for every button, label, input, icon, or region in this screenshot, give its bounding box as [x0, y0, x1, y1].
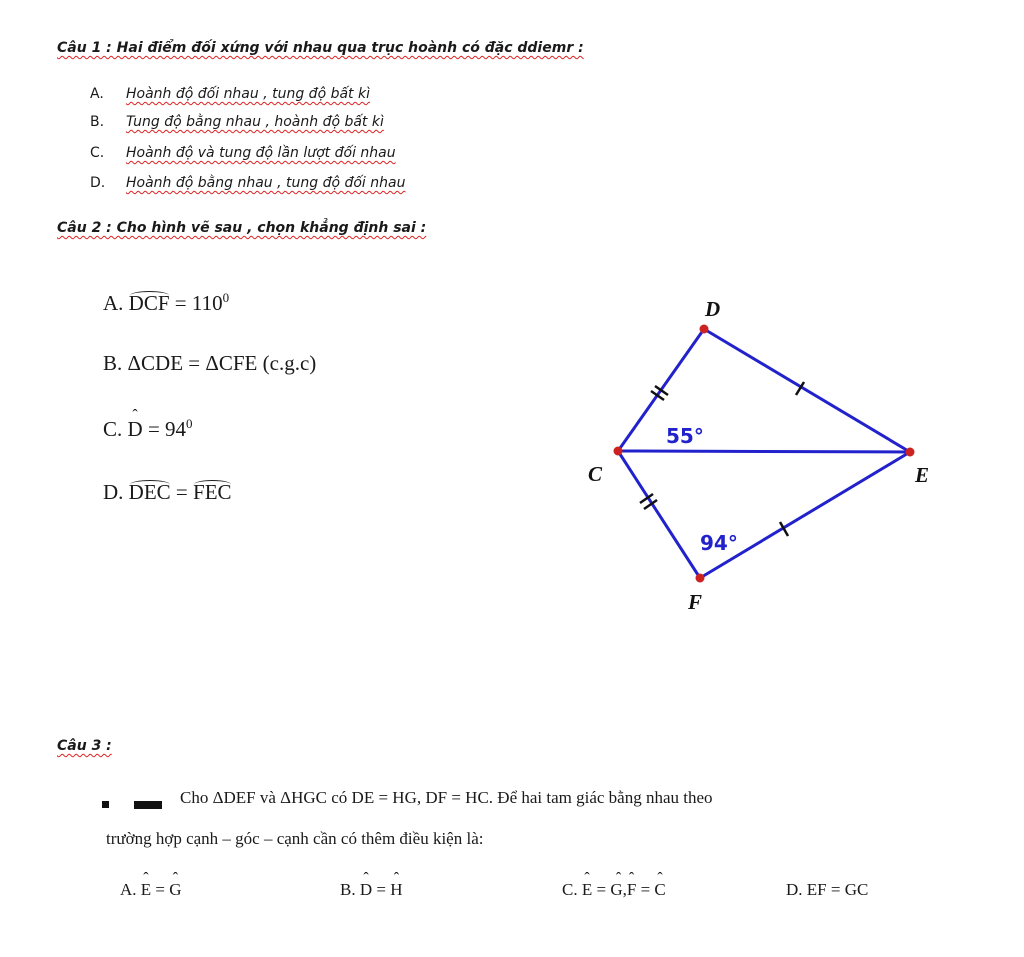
q3-option-b-label: B.: [340, 880, 356, 899]
angle-label-94: 94°: [700, 531, 738, 555]
q3-option-a-left: ˆ E: [141, 880, 151, 900]
q2-option-b-text: ΔCDE = ΔCFE (c.g.c): [127, 351, 317, 375]
q2-option-a-degree: 0: [222, 290, 230, 305]
q3-option-d-text: EF = GC: [806, 880, 869, 899]
q3-option-a-equals: =: [151, 880, 170, 899]
q2-option-a-letter: A.: [103, 291, 124, 315]
q2-option-c-letter: C.: [103, 417, 123, 441]
redacted-mark-large: [134, 801, 162, 809]
segment-fe: [700, 452, 910, 578]
label-f: F: [688, 590, 703, 614]
q3-line-2: trường hợp cạnh – góc – cạnh cần có thêm điều kiện là:: [106, 829, 484, 848]
label-c: C: [588, 462, 603, 486]
q3-option-b-left: ˆ D: [360, 880, 372, 900]
q3-option-b-right: ˆ H: [390, 880, 402, 900]
q2-option-d-equals: =: [170, 480, 194, 504]
q3-option-a-label: A.: [120, 880, 137, 899]
q2-option-c-angle: ˆ D: [128, 417, 143, 442]
q1-option-a-text: Hoành độ đối nhau , tung độ bất kì: [126, 86, 370, 102]
q3-option-b: [340, 880, 403, 900]
q3-option-d: [786, 880, 868, 900]
q3-option-c-left: ˆ E: [582, 880, 592, 900]
q1-option-c-text: Hoành độ và tung độ lần lượt đối nhau: [126, 145, 396, 161]
q3-option-b-equals: =: [372, 880, 391, 899]
q1-option-d-text: Hoành độ bằng nhau , tung độ đối nhau: [126, 175, 406, 191]
q3-option-c: [562, 880, 666, 900]
q3-option-c-mid: ˆ G,: [610, 880, 627, 900]
q3-option-c-right: ˆ C: [654, 880, 665, 900]
q2-option-a-value: = 110: [169, 291, 223, 315]
q3-option-a: [120, 880, 182, 900]
q3-option-a-right: ˆ G: [169, 880, 181, 900]
point-d: [700, 325, 709, 334]
label-d: D: [705, 297, 721, 321]
q3-option-c-label: C.: [562, 880, 578, 899]
q2-option-d-angle-left: DEC: [128, 480, 171, 504]
q3-option-c-equals-1: =: [592, 880, 611, 899]
segment-de: [704, 329, 910, 452]
q3-title: Câu 3 :: [57, 738, 112, 754]
q1-option-d-letter: D.: [90, 175, 106, 191]
q3-option-d-label: D.: [786, 880, 803, 899]
q2-option-d-letter: D.: [103, 480, 124, 504]
point-c: [614, 447, 623, 456]
q3-option-c-mid2: ˆ F: [627, 880, 636, 900]
q3-line-1: Cho ΔDEF và ΔHGC có DE = HG, DF = HC. Để hai tam giác bằng nhau theo: [180, 788, 713, 807]
q2-option-b-letter: B.: [103, 351, 123, 375]
q1-option-a-letter: A.: [90, 86, 104, 102]
angle-label-55: 55°: [666, 424, 704, 448]
label-e: E: [915, 463, 930, 487]
q2-title: Câu 2 : Cho hình vẽ sau , chọn khẳng định sai :: [57, 220, 427, 236]
q1-title: Câu 1 : Hai điểm đối xứng với nhau qua trục hoành có đặc ddiemr :: [57, 40, 584, 56]
q2-option-d-angle-right: FEC: [193, 480, 232, 504]
segment-cf: [618, 451, 700, 578]
q3-option-c-equals-2: =: [636, 880, 655, 899]
point-e: [906, 448, 915, 457]
q2-option-a-angle: DCF: [128, 291, 170, 315]
q2-option-c-degree: 0: [186, 416, 193, 431]
segment-ce: [618, 451, 910, 452]
q1-option-b-letter: B.: [90, 114, 105, 130]
point-f: [696, 574, 705, 583]
q1-option-c-letter: C.: [90, 145, 105, 161]
redacted-mark-small: [102, 801, 109, 808]
q2-option-c-value: = 94: [142, 417, 187, 441]
q1-option-b-text: Tung độ bằng nhau , hoành độ bất kì: [126, 114, 384, 130]
